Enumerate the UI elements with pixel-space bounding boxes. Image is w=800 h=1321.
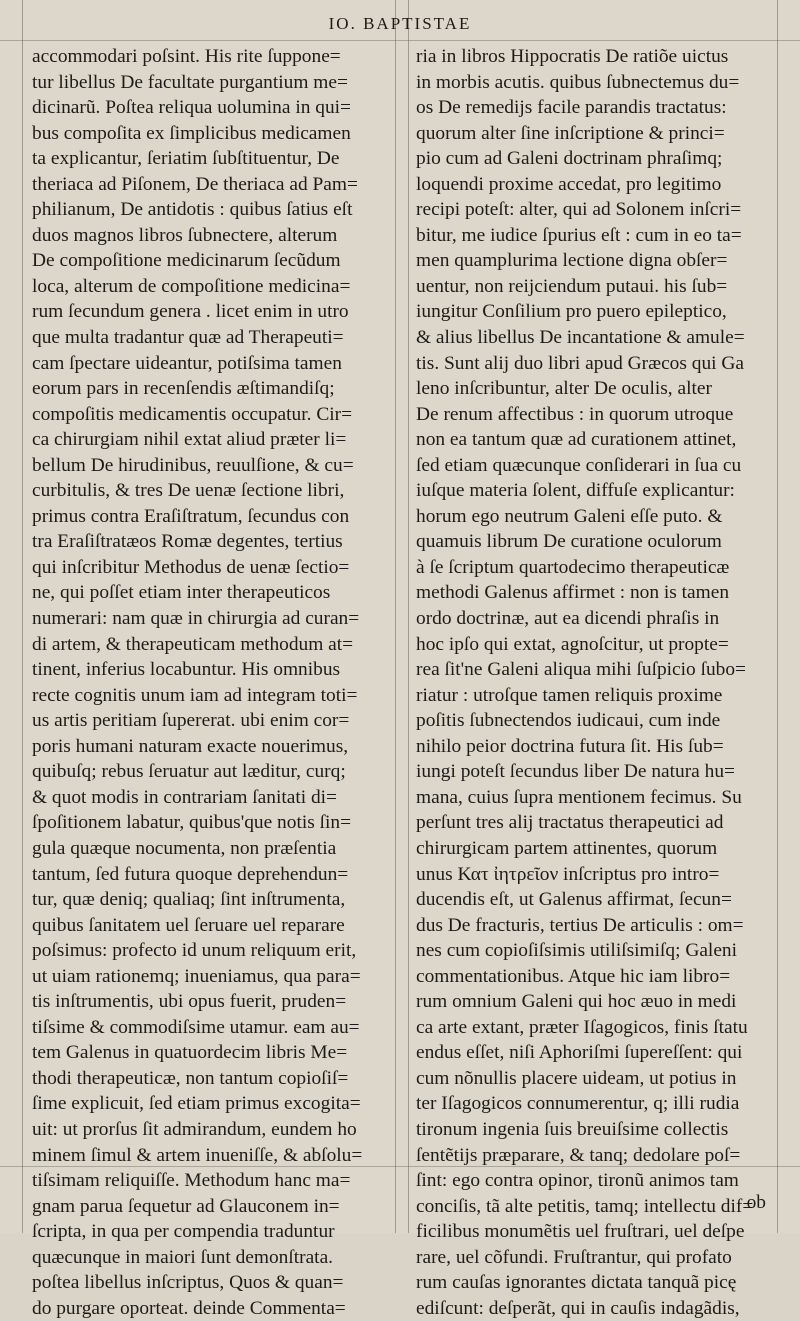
text-line: chirurgicam partem attinentes, quorum (416, 837, 718, 859)
text-line: ducendis eſt, ut Galenus affirmat, ſecun= (416, 889, 732, 911)
text-line: bellum De hirudinibus, reuulſione, & cu= (32, 454, 354, 476)
text-line: duos magnos libros ſubnectere, alterum (32, 224, 338, 246)
text-line: non ea tantum quæ ad curationem attinet, (416, 429, 737, 451)
text-line: gula quæque nocumenta, non præſentia (32, 837, 337, 859)
text-line: us artis peritiam ſupererat. ubi enim cor= (32, 710, 350, 732)
text-line: bus compoſita ex ſimplicibus medicamen (32, 122, 351, 144)
header-rule (0, 40, 800, 41)
running-head: IO. BAPTISTAE (328, 14, 472, 33)
text-line: conciſis, tã alte petitis, tamq; intellectu dif= (416, 1195, 754, 1217)
text-line: ſint: ego contra opinor, tironũ animos tam (416, 1170, 739, 1192)
text-line: quibus ſanitatem uel ſeruare uel reparare (32, 914, 345, 936)
text-line: ria in libros Hippocratis De ratiõe uictus (416, 46, 729, 67)
text-line: dus De fracturis, tertius De articulis : om= (416, 914, 744, 936)
text-line: tis. Sunt alij duo libri apud Græcos qui Ga (416, 352, 745, 374)
text-line: tironum ingenia ſuis breuiſsime collectis (416, 1118, 729, 1140)
text-line: De compoſitione medicinarum ſecũdum (32, 250, 341, 272)
text-line: rum omnium Galeni qui hoc æuo in medi (416, 991, 737, 1013)
text-line: cum nõnullis placere uideam, ut potius in (416, 1067, 737, 1089)
text-line: in morbis acutis. quibus ſubnectemus du= (416, 71, 740, 93)
text-line: thodi therapeuticæ, non tantum copioſiſ= (32, 1067, 349, 1089)
text-line: hoc ipſo qui extat, agnoſcitur, ut propte= (416, 633, 729, 655)
text-line: tur, quæ deniq; qualiaq; ſint inſtrumenta, (32, 889, 346, 911)
text-line: perſunt tres alij tractatus therapeutici ad (416, 812, 724, 834)
text-line: poris humani naturam exacte nouerimus, (32, 735, 349, 757)
text-line: unus Κατ ἰητρεῖον inſcriptus pro intro= (416, 863, 720, 885)
text-line: compoſitis medicamentis occupatur. Cir= (32, 403, 353, 425)
text-line: iungi poteſt ſecundus liber De natura hu= (416, 761, 735, 783)
text-line: uentur, non reijciendum putaui. his ſub= (416, 275, 728, 297)
text-line: nihilo peior doctrina futura ſit. His ſub= (416, 735, 724, 757)
text-line: loca, alterum de compoſitione medicina= (32, 275, 351, 297)
text-line: tis inſtrumentis, ubi opus fuerit, pruden= (32, 991, 347, 1013)
text-line: & alius libellus De incantatione & amule= (416, 327, 745, 349)
text-line: quibuſq; rebus ſeruatur aut læditur, curq; (32, 761, 346, 783)
text-line: ca chirurgiam nihil extat aliud præter li= (32, 429, 347, 451)
text-line: endus eſſet, niſi Aphoriſmi ſupereſſent: qui (416, 1042, 743, 1064)
text-line: minem ſimul & artem inueniſſe, & abſolu= (32, 1144, 363, 1166)
text-line: ediſcunt: deſperãt, qui in cauſis indagãdis, (416, 1297, 740, 1319)
text-line: gnam parua ſequetur ad Glauconem in= (32, 1195, 340, 1217)
catchword: ob (746, 1192, 766, 1213)
text-line: iungitur Conſilium pro puero epileptico, (416, 301, 727, 323)
text-line: philianum, De antidotis : quibus ſatius eſt (32, 199, 353, 221)
text-line: rum ſecundum genera . licet enim in utro (32, 301, 349, 323)
text-line: mana, cuius ſupra mentionem fecimus. Su (416, 786, 742, 808)
text-line: quæcunque in maiori ſunt demonſtrata. (32, 1246, 334, 1268)
text-line: que multa tradantur quæ ad Therapeuti= (32, 327, 344, 349)
text-line: tur libellus De facultate purgantium me= (32, 71, 348, 93)
text-line: eorum pars in recenſendis æſtimandiſq; (32, 378, 335, 400)
text-line: tinent, inferius locabuntur. His omnibus (32, 659, 341, 681)
text-line: quamuis librum De curatione oculorum (416, 531, 722, 553)
text-line: à ſe ſcriptum quartodecimo therapeuticæ (416, 556, 730, 578)
text-line: curbitulis, & tres De uenæ ſectione libri, (32, 480, 345, 502)
text-line: recipi poteſt: alter, qui ad Solonem inſcri= (416, 199, 742, 221)
text-line: ſime explicuit, ſed etiam primus excogita= (32, 1093, 361, 1115)
text-line: primus contra Eraſiſtratum, ſecundus con (32, 505, 350, 527)
text-line: cam ſpectare uideantur, potiſsima tamen (32, 352, 342, 374)
text-line: dicinarũ. Poſtea reliqua uolumina in qui= (32, 97, 351, 119)
text-line: men quamplurima lectione digna obſer= (416, 250, 728, 272)
text-line: tiſsime & commodiſsime utamur. eam au= (32, 1016, 360, 1038)
text-line: ca arte extant, præter Iſagogicos, finis ſtatu (416, 1016, 748, 1038)
text-line: poſsimus: profecto id unum reliquum erit, (32, 940, 357, 962)
text-line: pio cum ad Galeni doctrinam phraſimq; (416, 148, 723, 170)
text-line: iuſque materia ſolent, diffuſe explicantur: (416, 480, 735, 502)
text-line: tra Eraſiſtratæos Romæ degentes, tertius (32, 531, 343, 553)
text-line: nes cum copioſiſsimis utiliſsimiſq; Galeni (416, 940, 738, 962)
text-line: poſtea libellus inſcriptus, Quos & quan= (32, 1272, 344, 1294)
text-line: recte cognitis unum iam ad integram toti= (32, 684, 358, 706)
left-text-column (32, 44, 414, 1321)
text-line: commentationibus. Atque hic iam libro= (416, 965, 731, 987)
text-line: bitur, me iudice ſpurius eſt : cum in eo ta= (416, 224, 742, 246)
text-line: rum cauſas ignorantes dictata tanquã picę (416, 1272, 737, 1294)
text-line: tantum, ſed futura quoque deprehendun= (32, 863, 349, 885)
text-line: qui inſcribitur Methodus de uenæ ſectio= (32, 556, 350, 578)
text-line: ficilibus monumẽtis uel fruſtrari, uel deſpe (416, 1221, 745, 1243)
text-line: horum ego neutrum Galeni eſſe puto. & (416, 505, 723, 527)
text-line: poſitis ſubnectendos iudicaui, cum inde (416, 710, 721, 732)
text-line: ne, qui poſſet etiam inter therapeuticos (32, 582, 331, 604)
text-line: & quot modis in contrariam ſanitati di= (32, 786, 337, 808)
text-line: ordo doctrinæ, aut ea dicendi phraſis in (416, 608, 720, 630)
text-line: ſpoſitionem labatur, quibus'que notis ſin= (32, 812, 352, 834)
text-line: De renum affectibus : in quorum utroque (416, 403, 734, 425)
text-line: ſcripta, in qua per compendia traduntur (32, 1221, 335, 1243)
text-line: leno inſcribuntur, alter De oculis, alter (416, 378, 712, 400)
text-line: rare, uel cõfundi. Fruſtrantur, qui profato (416, 1246, 732, 1268)
text-line: riatur : utroſque tamen reliquis proxime (416, 684, 723, 706)
text-line: tiſsimam reliquiſſe. Methodum hanc ma= (32, 1170, 351, 1192)
text-line: os De remedijs facile parandis tractatus: (416, 97, 727, 119)
text-line: ta explicantur, ſeriatim ſubſtituentur, De (32, 148, 340, 170)
text-line: numerari: nam quæ in chirurgia ad curan= (32, 608, 360, 630)
text-line: ut uiam rationemq; inueniamus, qua para= (32, 965, 361, 987)
text-line: do purgare oporteat. deinde Commenta= (32, 1297, 346, 1319)
text-line: accommodari poſsint. His rite ſuppone= (32, 46, 341, 67)
text-line: methodi Galenus affirmet : non is tamen (416, 582, 730, 604)
text-line: loquendi proxime accedat, pro legitimo (416, 173, 722, 195)
text-line: quorum alter ſine inſcriptione & princi= (416, 122, 725, 144)
left-margin-rule (22, 0, 23, 1233)
text-line: ter Iſagogicos connumerentur, q; illi rudia (416, 1093, 740, 1115)
text-line: rea ſit'ne Galeni aliqua mihi ſuſpicio ſubo= (416, 659, 746, 681)
text-line: ſentẽtijs præparare, & tanq; dedolare poſ= (416, 1144, 741, 1166)
text-line: ſed etiam quæcunque conſiderari in ſua cu (416, 454, 742, 476)
text-line: theriaca ad Piſonem, De theriaca ad Pam= (32, 173, 358, 195)
text-line: uit: ut prorſus ſit admirandum, eundem ho (32, 1118, 357, 1140)
text-line: tem Galenus in quatuordecim libris Me= (32, 1042, 348, 1064)
right-text-column (416, 44, 790, 1321)
text-line: di artem, & therapeuticam methodum at= (32, 633, 354, 655)
